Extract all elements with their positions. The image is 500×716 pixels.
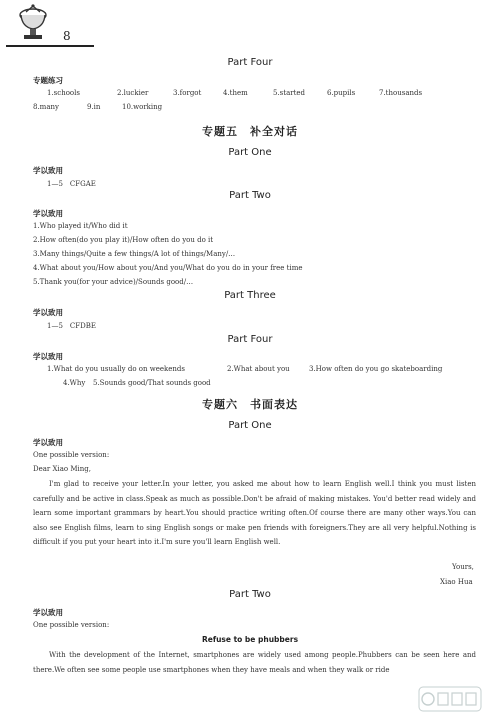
section-label: 学以致用 — [33, 308, 63, 317]
section-title-part-three: Part Three — [224, 290, 276, 301]
essay-body — [33, 648, 476, 677]
section-title-part-two: Part Two — [229, 589, 271, 600]
section-title-part-four: Part Four — [227, 57, 273, 68]
essay-paragraph: With the development of the Internet, smartphones are widely used among people.Phubbers can be seen here and there.We often see some people use smartphones when they have meals and when they walk or ride — [33, 651, 476, 674]
letter-signature: Xiao Hua — [440, 578, 473, 586]
essay-title: Refuse to be phubbers — [201, 635, 299, 644]
answer-item: 5.started — [273, 89, 306, 97]
answer-line: 1.Who played it/Who did it — [33, 222, 128, 230]
answer-line: 1—5 CFGAE — [47, 180, 96, 188]
answer-item: 5.Sounds good/That sounds good — [93, 379, 211, 387]
topic-heading: 专题六 书面表达 — [202, 398, 298, 411]
answer-line: 1—5 CFDBE — [47, 322, 96, 330]
page-header — [0, 0, 500, 50]
answer-item: 7.thousands — [379, 89, 423, 97]
section-label: 学以致用 — [33, 438, 63, 447]
answer-item: 1.What do you usually do on weekends — [47, 365, 185, 373]
watermark-logo-icon — [418, 686, 482, 712]
answer-line: 5.Thank you(for your advice)/Sounds good/… — [33, 278, 194, 286]
answer-item: 8.many — [33, 103, 59, 111]
letter-body — [33, 477, 476, 550]
answer-item: 4.them — [223, 89, 248, 97]
section-label: 学以致用 — [33, 166, 63, 175]
answer-item: 9.in — [87, 103, 101, 111]
answer-item: 1.schools — [47, 89, 80, 97]
answer-item: 10.working — [122, 103, 163, 111]
section-label: 学以致用 — [33, 352, 63, 361]
answer-item: 2.What about you — [227, 365, 290, 373]
section-title-part-one: Part One — [228, 420, 272, 431]
answer-item: 3.forgot — [173, 89, 202, 97]
header-rule — [6, 45, 94, 47]
answer-line: 4.What about you/How about you/And you/What do you do in your free time — [33, 264, 303, 272]
page-number: 8 — [63, 29, 71, 43]
answer-line: 2.How often(do you play it)/How often do you do it — [33, 236, 214, 244]
answer-line: 3.Many things/Quite a few things/A lot of things/Many/… — [33, 250, 236, 258]
version-intro: One possible version: — [33, 621, 110, 629]
answer-item: 2.luckier — [117, 89, 149, 97]
section-title-part-four: Part Four — [227, 334, 273, 345]
version-intro: One possible version: — [33, 451, 110, 459]
letter-closing: Yours, — [452, 563, 474, 571]
answer-item: 6.pupils — [327, 89, 356, 97]
topic-heading: 专题五 补全对话 — [202, 125, 298, 138]
answer-item: 3.How often do you go skateboarding — [309, 365, 443, 373]
section-label: 学以致用 — [33, 608, 63, 617]
section-label: 专题练习 — [33, 76, 63, 85]
trophy-logo-icon — [12, 3, 54, 45]
section-title-part-two: Part Two — [229, 190, 271, 201]
answer-item: 4.Why — [63, 379, 86, 387]
letter-greeting: Dear Xiao Ming, — [33, 465, 91, 473]
section-label: 学以致用 — [33, 209, 63, 218]
section-title-part-one: Part One — [228, 147, 272, 158]
letter-paragraph: I'm glad to receive your letter.In your letter, you asked me about how to learn English well.I think you must listen carefully and be active in class.Speak as much as possible.Don't be afraid of making mistakes. You'd better read widely and learn some important grammars by heart.You should practice writing often.Of course there are many other ways.You can also see English films, learn to sing English songs or make pen friends with foreigners.They are all very helpful.Nothing is difficult if you put your heart into it.I'm sure you'll learn English well. — [33, 480, 476, 546]
